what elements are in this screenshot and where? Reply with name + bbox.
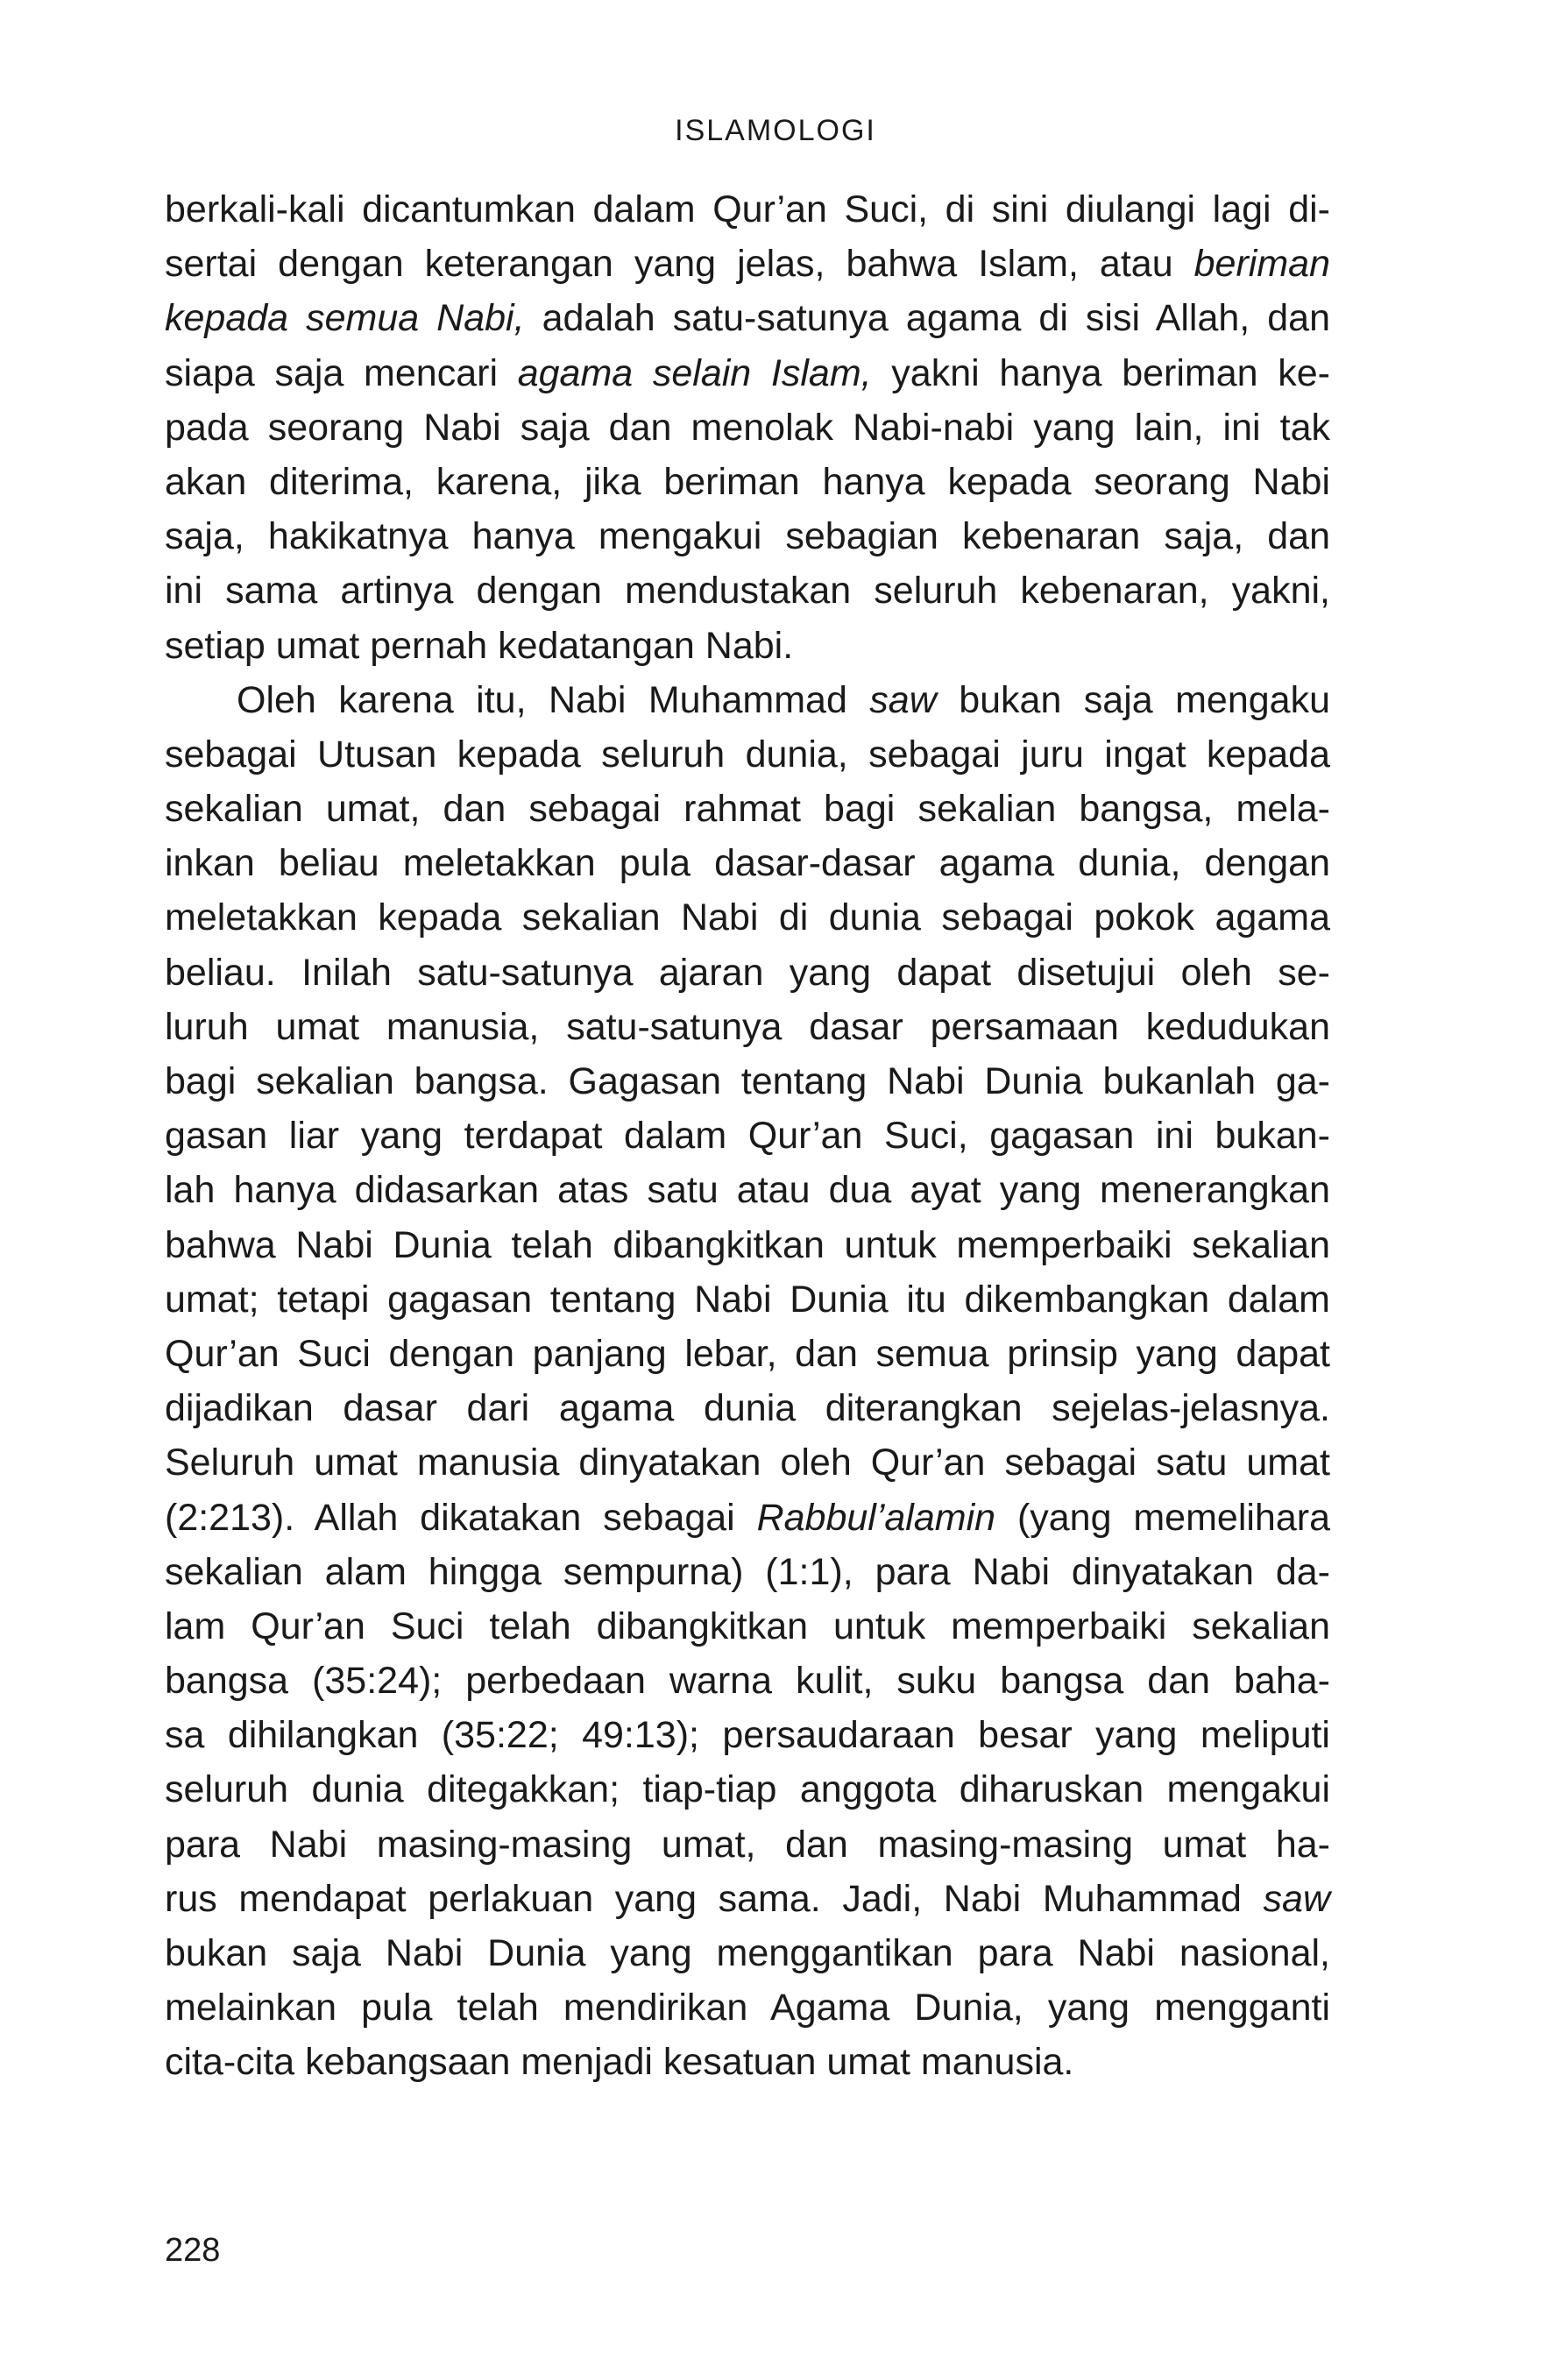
text-segment: gasan liar yang terdapat dalam Qur’an Suci, gagasan ini bukan- (165, 1115, 1330, 1158)
text-segment: bukan saja Nabi Dunia yang menggantikan para Nabi nasional, (165, 1932, 1330, 1974)
text-line (165, 1980, 1330, 2035)
text-segment: lam Qur’an Suci telah dibangkitkan untuk memperbaiki sekalian (165, 1604, 1330, 1647)
text-segment: umat; tetapi gagasan tentang Nabi Dunia itu dikembangkan dalam (165, 1278, 1330, 1321)
text-line (165, 182, 1330, 237)
text-line (165, 1872, 1330, 1926)
text-line (165, 1491, 1330, 1545)
text-line (165, 1163, 1330, 1217)
text-segment: saja, hakikatnya hanya mengakui sebagian kebenaran saja, dan (165, 515, 1330, 558)
text-line (165, 1435, 1330, 1490)
running-header: ISLAMOLOGI (675, 114, 876, 147)
text-line (165, 291, 1330, 345)
text-line (165, 1926, 1330, 1980)
italic-text: beriman (1193, 243, 1330, 286)
text-segment: para Nabi masing-masing umat, dan masing-masing umat ha- (165, 1823, 1330, 1866)
text-segment: cita-cita kebangsaan menjadi kesatuan umat manusia. (165, 2041, 1074, 2084)
text-line (165, 946, 1330, 1000)
text-segment: seluruh dunia ditegakkan; tiap-tiap anggota diharuskan mengakui (165, 1768, 1330, 1811)
italic-text: kepada semua Nabi, (165, 297, 525, 340)
text-segment: Seluruh umat manusia dinyatakan oleh Qur’an sebagai satu umat (165, 1441, 1330, 1484)
text-line (165, 237, 1330, 291)
text-segment: bukan saja mengaku (936, 678, 1330, 721)
text-line (165, 1054, 1330, 1109)
text-line (165, 2035, 1330, 2089)
text-segment: rus mendapat perlakuan yang sama. Jadi, Nabi Muhammad (165, 1877, 1264, 1920)
text-segment: ini sama artinya dengan mendustakan seluruh kebenaran, yakni, (165, 570, 1330, 613)
text-line (165, 1654, 1330, 1708)
text-segment: meletakkan kepada sekalian Nabi di dunia sebagai pokok agama (165, 896, 1330, 939)
body-text (165, 182, 1330, 2090)
text-line (165, 563, 1330, 618)
text-line (165, 400, 1330, 455)
italic-text: agama selain Islam, (517, 351, 872, 394)
text-line (165, 1000, 1330, 1054)
text-line (165, 890, 1330, 945)
text-line (165, 1545, 1330, 1599)
text-segment: bagi sekalian bangsa. Gagasan tentang Nabi Dunia bukanlah ga- (165, 1060, 1330, 1102)
text-segment: sebagai Utusan kepada seluruh dunia, sebagai juru ingat kepada (165, 733, 1330, 776)
text-line (165, 1817, 1330, 1872)
text-line (165, 1327, 1330, 1381)
text-segment: yakni hanya beriman ke- (871, 351, 1331, 394)
text-segment: berkali-kali dicantumkan dalam Qur’an Suci, di sini diulangi lagi di- (165, 188, 1330, 230)
text-segment: inkan beliau meletakkan pula dasar-dasar agama dunia, dengan (165, 842, 1330, 885)
text-segment: (yang memelihara (995, 1496, 1330, 1539)
text-segment: siapa saja mencari (165, 351, 518, 394)
text-line (165, 346, 1330, 400)
text-line (165, 619, 1330, 673)
text-line (165, 782, 1330, 836)
text-segment: Oleh karena itu, Nabi Muhammad (237, 678, 870, 721)
text-segment: sekalian alam hingga sempurna) (1:1), para Nabi dinyatakan da- (165, 1550, 1330, 1593)
text-segment: pada seorang Nabi saja dan menolak Nabi-nabi yang lain, ini tak (165, 406, 1330, 449)
italic-text: Rabbul’alamin (756, 1496, 996, 1539)
text-line (165, 1599, 1330, 1654)
text-line (165, 1708, 1330, 1762)
italic-text: saw (1263, 1877, 1330, 1920)
text-segment: bangsa (35:24); perbedaan warna kulit, suku bangsa dan baha- (165, 1660, 1330, 1703)
text-segment: setiap umat pernah kedatangan Nabi. (165, 624, 794, 667)
text-line (165, 1272, 1330, 1327)
text-line (165, 509, 1330, 563)
text-segment: luruh umat manusia, satu-satunya dasar persamaan kedudukan (165, 1005, 1330, 1048)
text-segment: adalah satu-satunya agama di sisi Allah, dan (524, 297, 1330, 340)
text-line (165, 455, 1330, 509)
text-segment: melainkan pula telah mendirikan Agama Dunia, yang mengganti (165, 1987, 1330, 2029)
text-segment: Qur’an Suci dengan panjang lebar, dan semua prinsip yang dapat (165, 1332, 1330, 1375)
italic-text: saw (869, 678, 937, 721)
text-segment: akan diterima, karena, jika beriman hanya kepada seorang Nabi (165, 460, 1330, 503)
text-segment: sa dihilangkan (35:22; 49:13); persaudaraan besar yang meliputi (165, 1714, 1330, 1757)
text-segment: beliau. Inilah satu-satunya ajaran yang dapat disetujui oleh se- (165, 951, 1330, 994)
text-segment: bahwa Nabi Dunia telah dibangkitkan untuk memperbaiki sekalian (165, 1223, 1330, 1266)
text-line (165, 727, 1330, 782)
text-line (165, 836, 1330, 890)
page-number: 228 (165, 2232, 221, 2269)
text-line (165, 1381, 1330, 1435)
text-segment: sertai dengan keterangan yang jelas, bahwa Islam, atau (165, 243, 1194, 286)
text-segment: dijadikan dasar dari agama dunia diterangkan sejelas-jelasnya. (165, 1387, 1330, 1430)
text-line (165, 1109, 1330, 1163)
text-segment: (2:213). Allah dikatakan sebagai (165, 1496, 757, 1539)
text-segment: lah hanya didasarkan atas satu atau dua ayat yang menerangkan (165, 1169, 1330, 1212)
text-segment: sekalian umat, dan sebagai rahmat bagi sekalian bangsa, mela- (165, 788, 1330, 831)
text-line (165, 1762, 1330, 1817)
text-line (165, 1218, 1330, 1272)
text-line (165, 673, 1330, 727)
